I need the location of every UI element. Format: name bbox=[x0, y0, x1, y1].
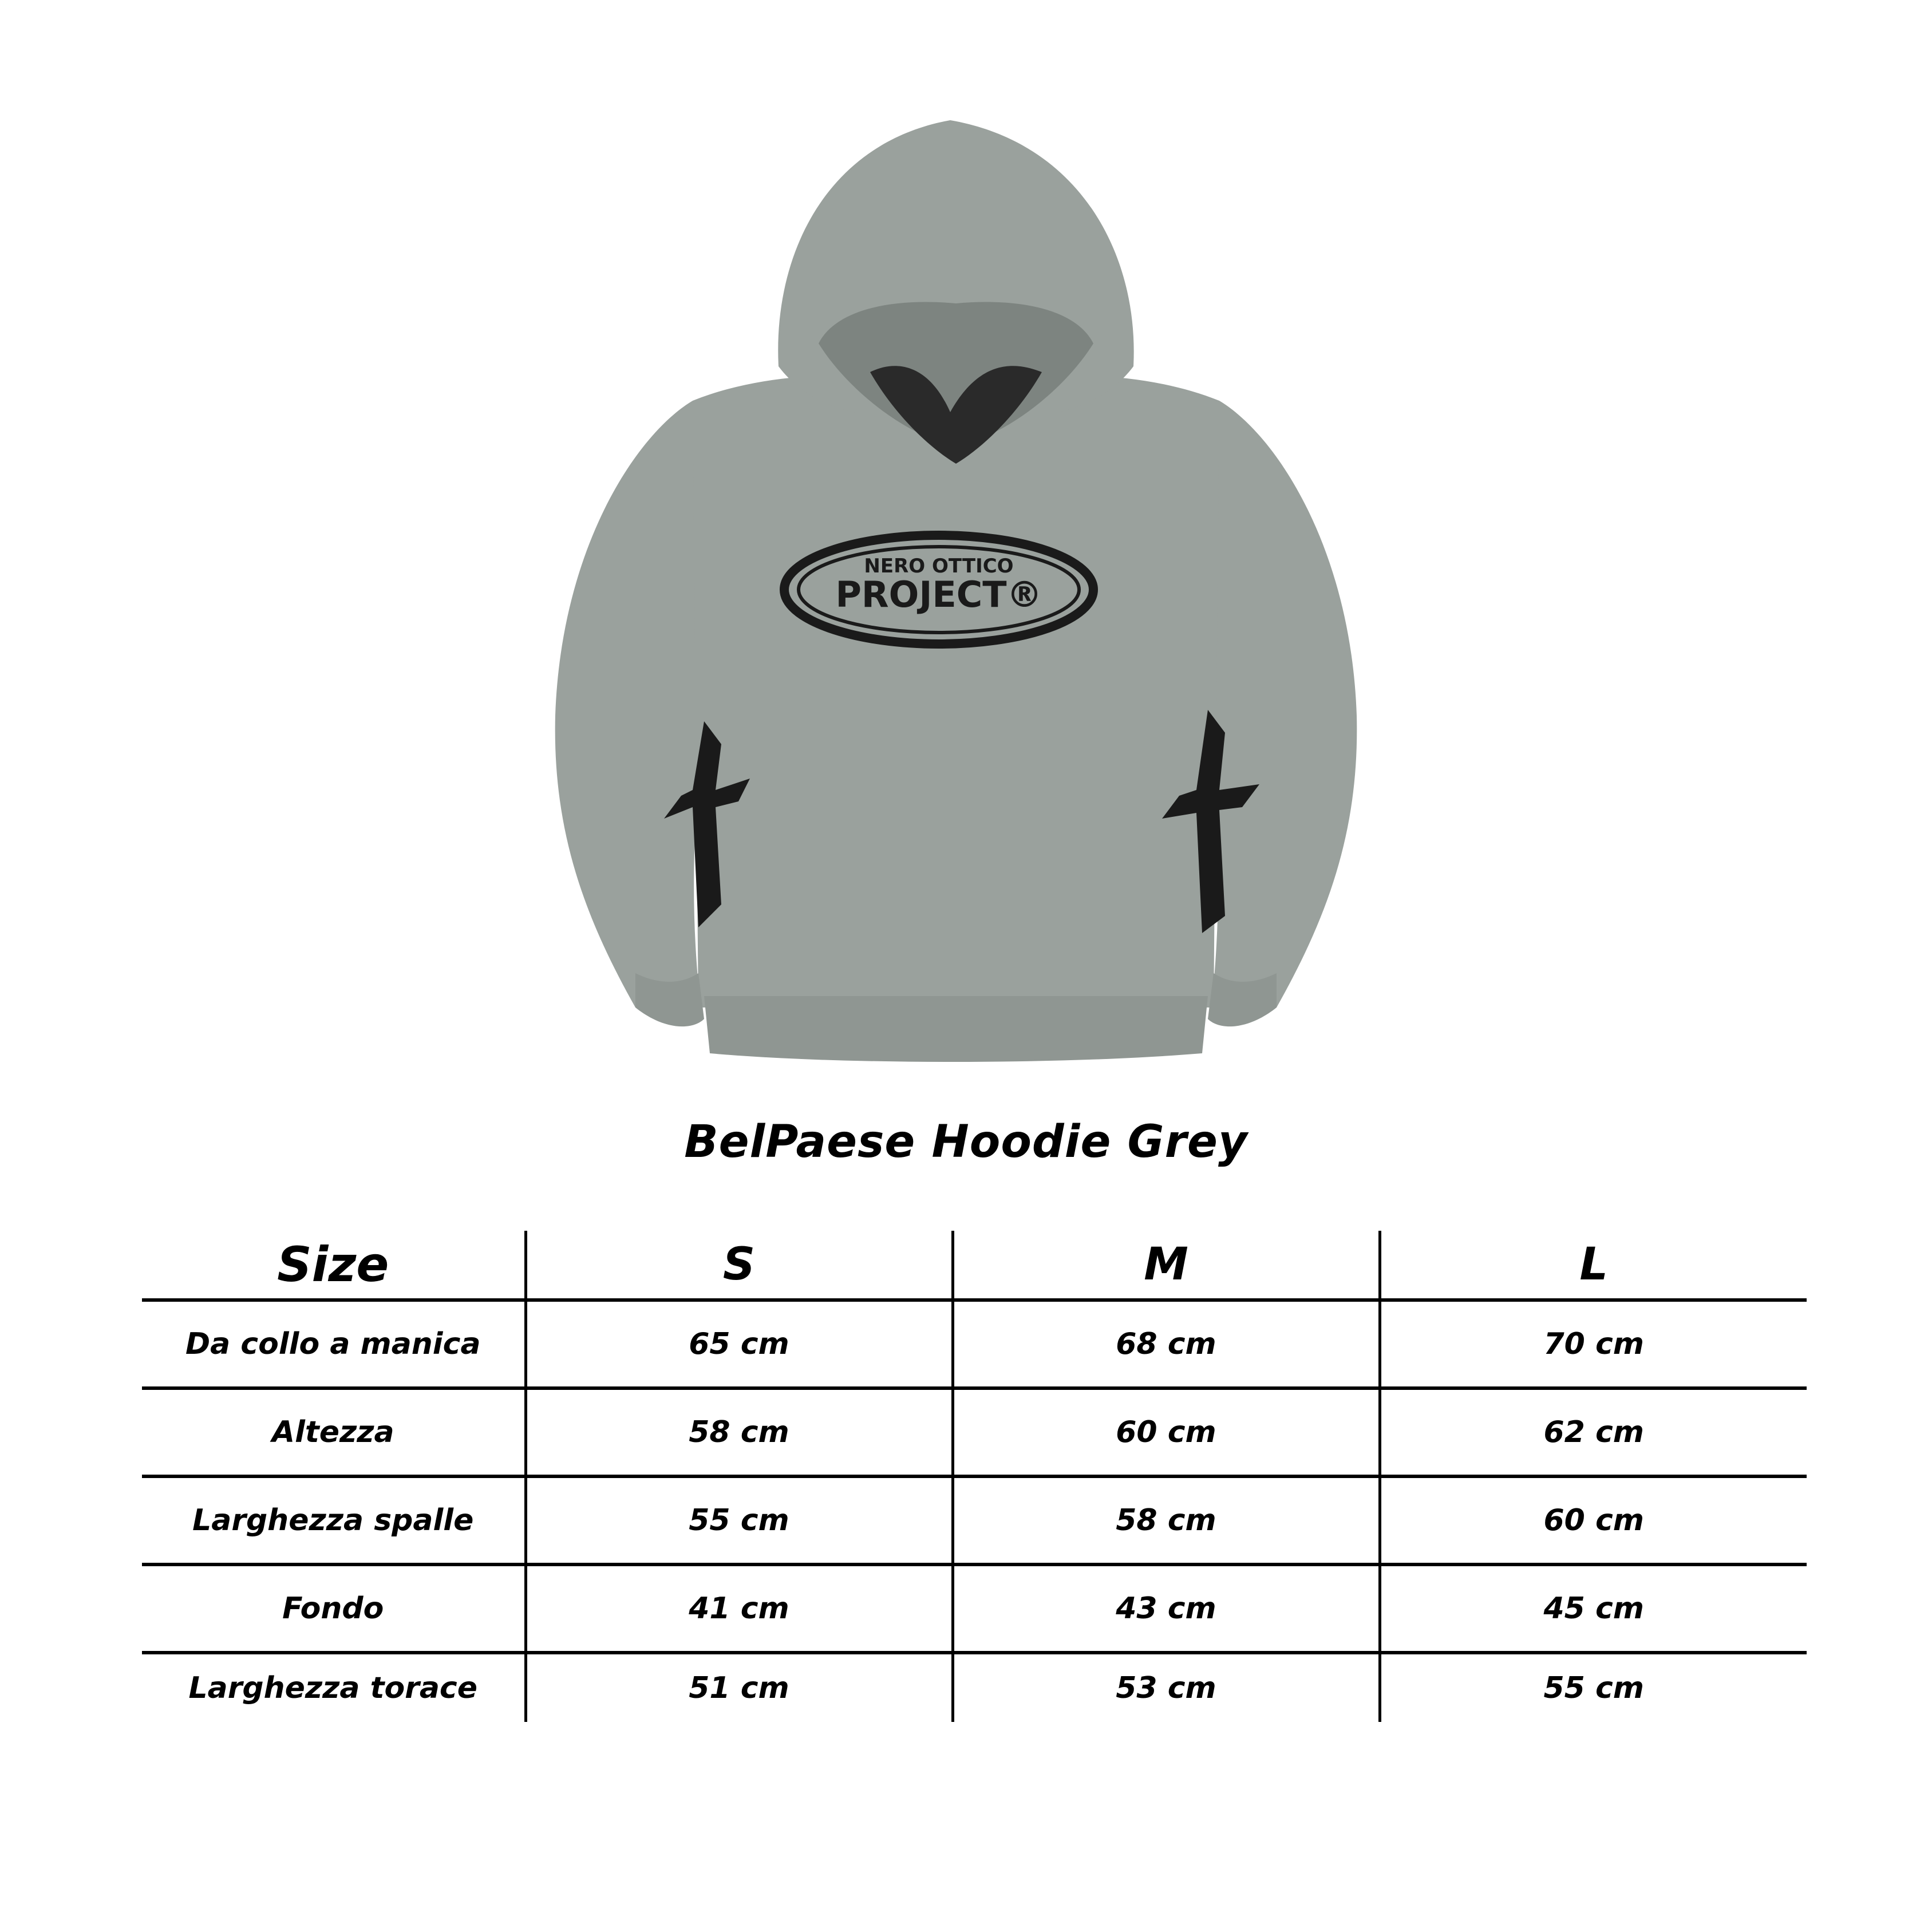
measurement-label: Larghezza spalle bbox=[142, 1476, 526, 1564]
table-row bbox=[142, 1653, 1807, 1722]
measurement-value: 60 cm bbox=[1380, 1476, 1807, 1564]
hoodie-icon bbox=[550, 114, 1362, 1065]
measurement-label: Larghezza torace bbox=[142, 1653, 526, 1722]
measurement-value: 45 cm bbox=[1380, 1564, 1807, 1653]
measurement-value: 70 cm bbox=[1380, 1300, 1807, 1388]
measurement-label: Da collo a manica bbox=[142, 1300, 526, 1388]
size-l-header: L bbox=[1380, 1231, 1807, 1300]
table-row bbox=[142, 1300, 1807, 1388]
table-row bbox=[142, 1564, 1807, 1653]
measurement-value: 51 cm bbox=[526, 1653, 953, 1722]
table-row bbox=[142, 1476, 1807, 1564]
measurement-label: Altezza bbox=[142, 1388, 526, 1476]
size-s-header: S bbox=[526, 1231, 953, 1300]
table-row bbox=[142, 1388, 1807, 1476]
measurement-label: Fondo bbox=[142, 1564, 526, 1653]
measurement-value: 55 cm bbox=[526, 1476, 953, 1564]
measurement-value: 60 cm bbox=[953, 1388, 1380, 1476]
measurement-value: 53 cm bbox=[953, 1653, 1380, 1722]
svg-text:PROJECT®: PROJECT® bbox=[835, 574, 1042, 615]
measurement-value: 41 cm bbox=[526, 1564, 953, 1653]
measurement-value: 43 cm bbox=[953, 1564, 1380, 1653]
measurement-value: 58 cm bbox=[526, 1388, 953, 1476]
size-header-row bbox=[142, 1231, 1807, 1300]
size-column-header: Size bbox=[277, 1236, 389, 1293]
svg-text:NERO OTTICO: NERO OTTICO bbox=[864, 555, 1014, 578]
measurement-value: 55 cm bbox=[1380, 1653, 1807, 1722]
measurement-value: 62 cm bbox=[1380, 1388, 1807, 1476]
product-title: BelPaese Hoodie Grey bbox=[684, 1116, 1248, 1168]
size-m-header: M bbox=[953, 1231, 1380, 1300]
size-chart-table bbox=[142, 1231, 1807, 1722]
measurement-value: 68 cm bbox=[953, 1300, 1380, 1388]
measurement-value: 65 cm bbox=[526, 1300, 953, 1388]
measurement-value: 58 cm bbox=[953, 1476, 1380, 1564]
